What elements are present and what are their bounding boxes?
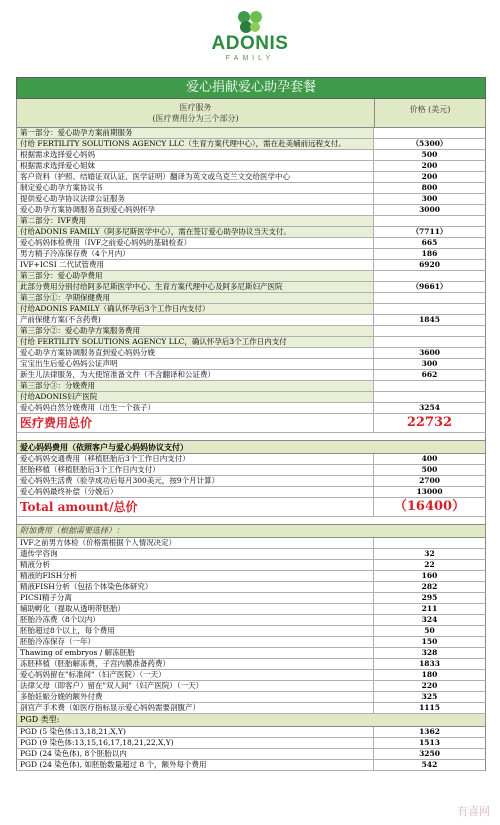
table-row (16, 128, 486, 139)
row-description: 产前保健方案(不含药费) (17, 315, 374, 325)
table-row (16, 760, 486, 771)
table-row (16, 282, 486, 293)
row-description: 男方精子冷冻保存费（4个月内） (17, 249, 374, 259)
row-price: 200 (421, 161, 438, 170)
row-price: 220 (421, 681, 438, 690)
medical-total-value: 22732 (406, 415, 453, 430)
brand-subtitle: FAMILY (225, 55, 275, 62)
row-price: 662 (421, 370, 438, 379)
row-description: Thawing of embryos / 解冻胚胎 (17, 648, 374, 658)
extra-fee-section-title: 附加费用（根据需要选择）： (16, 525, 486, 538)
brand-name: ADONIS (211, 33, 289, 54)
row-price (374, 271, 485, 281)
row-description: 付给ADONIS FAMILY（阿多尼斯医学中心），需在签订爱心助孕协议当天支付。 (17, 227, 374, 237)
row-price: 200 (421, 172, 438, 181)
price-table (16, 77, 486, 771)
row-description: 制定爱心助孕方案协议书 (17, 183, 374, 193)
table-row (16, 194, 486, 205)
row-price (374, 381, 485, 391)
table-row (16, 465, 486, 476)
row-description: 第三部分①：孕期保健费用 (17, 293, 374, 303)
table-row (16, 582, 486, 593)
part1-rows (16, 128, 486, 414)
row-price: 50 (424, 626, 435, 635)
table-row (16, 749, 486, 760)
row-price: 160 (421, 571, 438, 580)
row-description: 剖宫产手术费（如医疗指标显示爱心妈妈需要剖腹产） (17, 703, 374, 713)
row-price (374, 538, 485, 548)
row-description: 第二部分：IVF费用 (17, 216, 374, 226)
row-price: （5300） (411, 139, 448, 148)
service-header-note: (医疗费用分为三个部分) (152, 114, 239, 123)
row-price: （9661） (411, 282, 448, 291)
row-description: PGD (24 染色体), 8个胚胎以内 (17, 749, 374, 759)
pgd-section-title: PGD 类型: (16, 714, 486, 727)
row-price (374, 392, 485, 402)
row-price: 1845 (419, 315, 440, 324)
row-description: PGD (5 染色体:13,18,21,X,Y) (17, 727, 374, 737)
row-price: 22 (424, 560, 435, 569)
row-description: 根据需求选择爱心姐妹 (17, 161, 374, 171)
row-price: 6920 (419, 260, 440, 269)
row-price: 1362 (419, 727, 440, 736)
row-description: 第三部分：爱心助孕费用 (17, 271, 374, 281)
table-row (16, 315, 486, 326)
row-price: 13000 (416, 487, 443, 496)
row-description: 爱心助孕方案协调服务直到爱心妈妈分娩 (17, 348, 374, 358)
column-header (16, 99, 486, 128)
row-description: PGD (9 染色体:13,15,16,17,18,21,22,X,Y) (17, 738, 374, 748)
row-description: 此部分费用分别付给阿多尼斯医学中心、生育方案代理中心及阿多尼斯妇产医院 (17, 282, 374, 292)
row-price: 300 (421, 359, 438, 368)
section-spacer (16, 433, 486, 441)
table-row (16, 560, 486, 571)
table-row (16, 359, 486, 370)
table-row (16, 271, 486, 282)
table-row (16, 637, 486, 648)
table-row (16, 161, 486, 172)
service-header-label: 医疗服务 (179, 103, 212, 112)
table-row (16, 326, 486, 337)
row-description: PGD (24 染色体), 如胚胎数量超过 8 个，额外每个费用 (17, 760, 374, 770)
row-description: 第一部分：爱心助孕方案前期服务 (17, 128, 374, 138)
row-description: 第三部分③：分娩费用 (17, 381, 374, 391)
row-price: 211 (421, 604, 438, 613)
table-title: 爱心捐献爱心助孕套餐 (16, 77, 486, 99)
row-price: 500 (421, 465, 438, 474)
table-row (16, 604, 486, 615)
row-price: 324 (421, 615, 438, 624)
row-price: 328 (421, 648, 438, 657)
row-description: 精液的FISH分析 (17, 571, 374, 581)
row-price (374, 128, 485, 138)
row-description: 根据需求选择爱心妈妈 (17, 150, 374, 160)
total-amount-label: Total amount/总价 (17, 498, 374, 516)
extra-fee-rows (16, 538, 486, 714)
row-description: 爱心妈妈体检费用（IVF之前爱心妈妈的基础检查） (17, 238, 374, 248)
row-description: 爱心妈妈最终补偿（分娩后） (17, 487, 374, 497)
row-price (374, 326, 485, 336)
table-row (16, 727, 486, 738)
row-description: 付给ADONIS FAMILY（确认怀孕后3个工作日内支付） (17, 304, 374, 314)
table-row (16, 403, 486, 414)
row-price: 150 (421, 637, 438, 646)
row-description: IVF+ICSI 二代试管费用 (17, 260, 374, 270)
table-row (16, 615, 486, 626)
row-description: 多胎妊娠分娩的额外付费 (17, 692, 374, 702)
table-row (16, 216, 486, 227)
table-row (16, 227, 486, 238)
row-price: 1513 (419, 738, 440, 747)
row-price: 300 (421, 194, 438, 203)
table-row (16, 139, 486, 150)
table-row (16, 571, 486, 582)
row-description: 宝宝出生后爱心妈妈公证声明 (17, 359, 374, 369)
row-description: 第三部分②：爱心助孕方案服务费用 (17, 326, 374, 336)
table-row (16, 304, 486, 315)
row-description: 爱心妈妈生活费（验孕成功后每月300美元，按9个月计算） (17, 476, 374, 486)
table-row (16, 487, 486, 498)
mom-fee-section-title: 爱心妈妈费用（依照客户与爱心妈妈协议支付） (16, 441, 486, 454)
table-row (16, 381, 486, 392)
watermark: 有喜网 (457, 805, 490, 818)
row-price (374, 216, 485, 226)
price-column-header: 价格 (美元) (409, 105, 451, 114)
table-row (16, 593, 486, 604)
row-price: 295 (421, 593, 438, 602)
service-column-header (17, 99, 375, 127)
row-description: 新生儿法律服务，为大使馆准备文件（不含翻译和公证费） (17, 370, 374, 380)
total-amount-row (16, 498, 486, 517)
row-description: 付给ADONIS妇产医院 (17, 392, 374, 402)
section-spacer (16, 517, 486, 525)
row-price (374, 304, 485, 314)
table-row (16, 337, 486, 348)
row-description: 遗传学咨询 (17, 549, 374, 559)
table-row (16, 659, 486, 670)
row-description: 爱心助孕方案协调服务直到爱心妈妈怀孕 (17, 205, 374, 215)
pgd-rows (16, 727, 486, 771)
medical-total-label: 医疗费用总价 (17, 414, 374, 432)
table-row (16, 549, 486, 560)
header (0, 0, 500, 66)
row-description: 爱心妈妈自然分娩费用（出生一个孩子） (17, 403, 374, 413)
row-description: 冻胚移植（胚胎解冻费，子宫内膜准备药费） (17, 659, 374, 669)
table-row (16, 626, 486, 637)
row-description: 精液分析 (17, 560, 374, 570)
table-row (16, 249, 486, 260)
row-price: 2700 (419, 476, 440, 485)
table-row (16, 454, 486, 465)
medical-total-row (16, 414, 486, 433)
table-row (16, 150, 486, 161)
row-price: 3254 (419, 403, 440, 412)
mom-fee-rows (16, 454, 486, 498)
row-description: 客户资料（护照、结婚证双认证、医学证明）翻译为英文或乌克兰文交给医学中心 (17, 172, 374, 182)
table-row (16, 370, 486, 381)
row-price (374, 293, 485, 303)
row-description: 辅助孵化（提取从透明带胚胎） (17, 604, 374, 614)
row-price: 180 (421, 670, 438, 679)
table-row (16, 348, 486, 359)
table-row (16, 172, 486, 183)
row-description: 胚胎超过8个以上，每个费用 (17, 626, 374, 636)
row-price: 800 (421, 183, 438, 192)
row-price: 282 (421, 582, 438, 591)
table-row (16, 183, 486, 194)
row-description: IVF之前男方体检（价格需根据个人情况决定） (17, 538, 374, 548)
table-row (16, 670, 486, 681)
row-description: 胚胎冷冻保存（一年） (17, 637, 374, 647)
row-price: 3600 (419, 348, 440, 357)
clover-logo-icon (232, 8, 268, 36)
table-row (16, 392, 486, 403)
table-row (16, 692, 486, 703)
row-price: （7711） (411, 227, 448, 236)
row-price: 3250 (419, 749, 440, 758)
table-row (16, 238, 486, 249)
row-description: 爱心妈妈留在"标准间"（妇产医院）（一天） (17, 670, 374, 680)
row-description: PICSI精子分离 (17, 593, 374, 603)
row-price: 1833 (419, 659, 440, 668)
row-description: 胚胎冷冻费（8个以内） (17, 615, 374, 625)
total-amount-value: （16400） (393, 499, 466, 514)
row-description: 爱心妈妈交通费用（移植胚胎后3个工作日内支付） (17, 454, 374, 464)
table-row (16, 293, 486, 304)
row-description: 付给 FERTILITY SOLUTIONS AGENCY LLC，确认怀孕后3个工作日内支付 (17, 337, 374, 347)
table-row (16, 703, 486, 714)
table-row (16, 205, 486, 216)
table-row (16, 538, 486, 549)
row-description: 付给 FERTILITY SOLUTIONS AGENCY LLC（生育方案代理中心），需在赴美辅前远程支付。 (17, 139, 374, 149)
row-price: 325 (421, 692, 438, 701)
row-price (374, 337, 485, 347)
row-description: 提供爱心助孕协议法律公证服务 (17, 194, 374, 204)
row-price: 186 (421, 249, 438, 258)
row-description: 胚胎移植（移植胚胎后3个工作日内支付） (17, 465, 374, 475)
row-price: 665 (421, 238, 438, 247)
table-row (16, 260, 486, 271)
row-price: 500 (421, 150, 438, 159)
row-price: 1115 (419, 703, 440, 712)
row-price: 32 (424, 549, 435, 558)
table-row (16, 738, 486, 749)
row-description: 精液FISH分析（包括个体染色体研究） (17, 582, 374, 592)
row-price: 542 (421, 760, 438, 769)
table-row (16, 648, 486, 659)
table-row (16, 476, 486, 487)
table-row (16, 681, 486, 692)
row-price: 400 (421, 454, 438, 463)
row-price: 3000 (419, 205, 440, 214)
row-description: 法律父母（即客户）留在"双人间"（妇产医院）（一天） (17, 681, 374, 691)
